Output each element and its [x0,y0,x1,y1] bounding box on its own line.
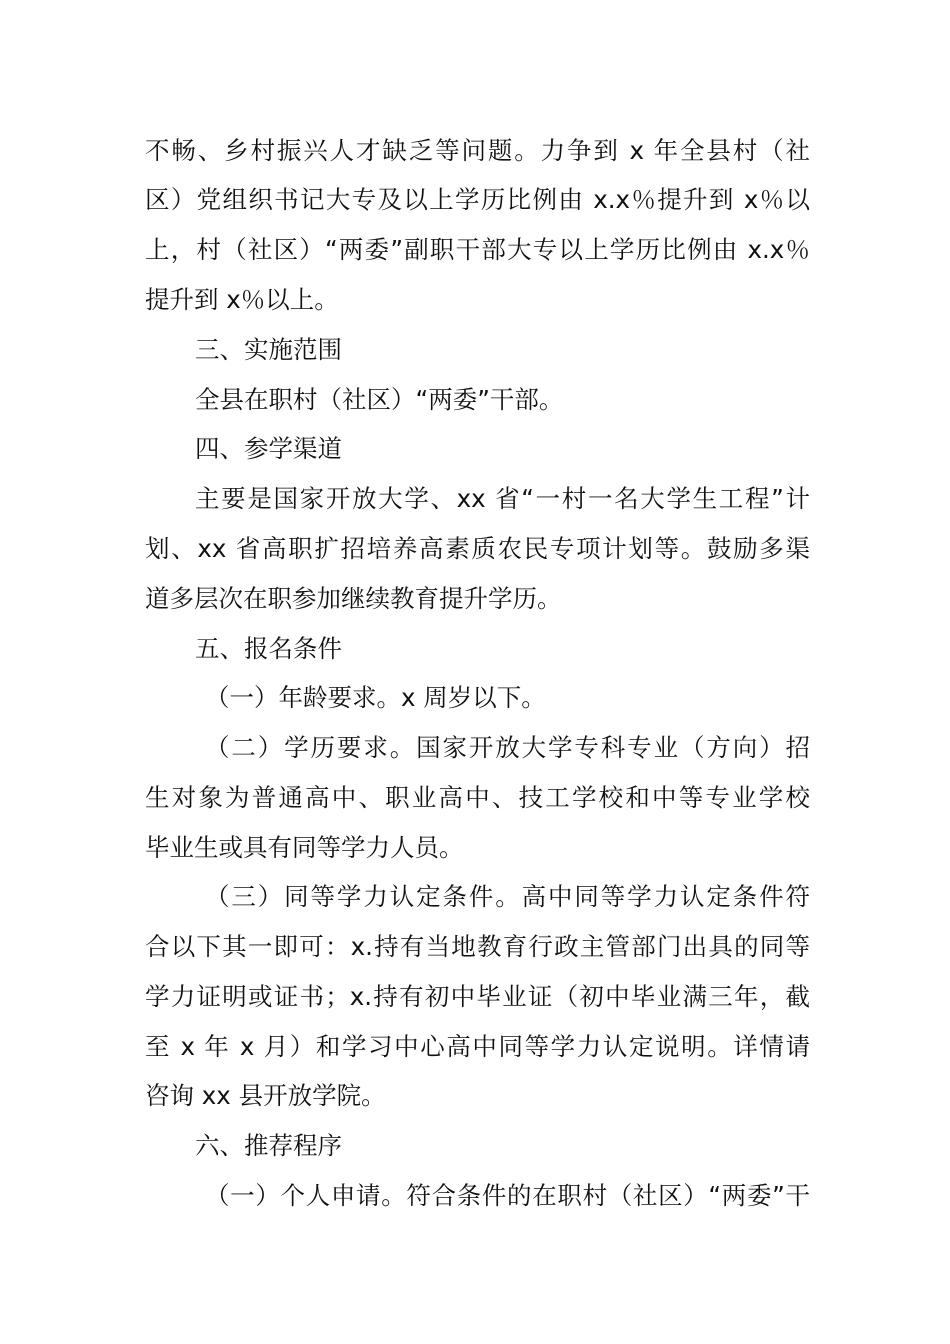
text-line-15: 毕业生或具有同等学力人员。 [145,833,464,862]
section-heading-4: 四、参学渠道 [195,434,342,463]
text-line-12: （一）年龄要求。x 周岁以下。 [205,683,546,712]
section-heading-3: 三、实施范围 [195,335,342,364]
text-line-18: 学力证明或证书；x.持有初中毕业证（初中毕业满三年，截 [145,982,810,1011]
text-line-2: 区）党组织书记大专及以上学历比例由 x.x％提升到 x％以 [145,185,810,214]
text-line-22: （一）个人申请。符合条件的在职村（社区）“两委”干 [205,1181,810,1210]
text-line-6: 全县在职村（社区）“两委”干部。 [195,385,564,414]
text-line-17: 合以下其一即可：x.持有当地教育行政主管部门出具的同等 [145,932,810,961]
text-line-20: 咨询 xx 县开放学院。 [145,1081,386,1110]
text-line-1: 不畅、乡村振兴人才缺乏等问题。力争到 x 年全县村（社 [145,136,810,165]
section-heading-5: 五、报名条件 [195,634,342,663]
text-line-14: 生对象为普通高中、职业高中、技工学校和中等专业学校 [145,783,810,812]
text-line-16: （三）同等学力认定条件。高中同等学力认定条件符 [205,882,810,911]
text-line-3: 上，村（社区）“两委”副职干部大专以上学历比例由 x.x％ [145,235,810,264]
text-line-8: 主要是国家开放大学、xx 省“一村一名大学生工程”计 [195,484,810,513]
text-line-4: 提升到 x％以上。 [145,285,339,314]
section-heading-6: 六、推荐程序 [195,1131,342,1160]
text-line-19: 至 x 年 x 月）和学习中心高中同等学力认定说明。详情请 [145,1032,810,1061]
text-line-10: 道多层次在职参加继续教育提升学历。 [145,584,562,613]
text-line-9: 划、xx 省高职扩招培养高素质农民专项计划等。鼓励多渠 [145,534,810,563]
text-line-13: （二）学历要求。国家开放大学专科专业（方向）招 [205,733,810,762]
